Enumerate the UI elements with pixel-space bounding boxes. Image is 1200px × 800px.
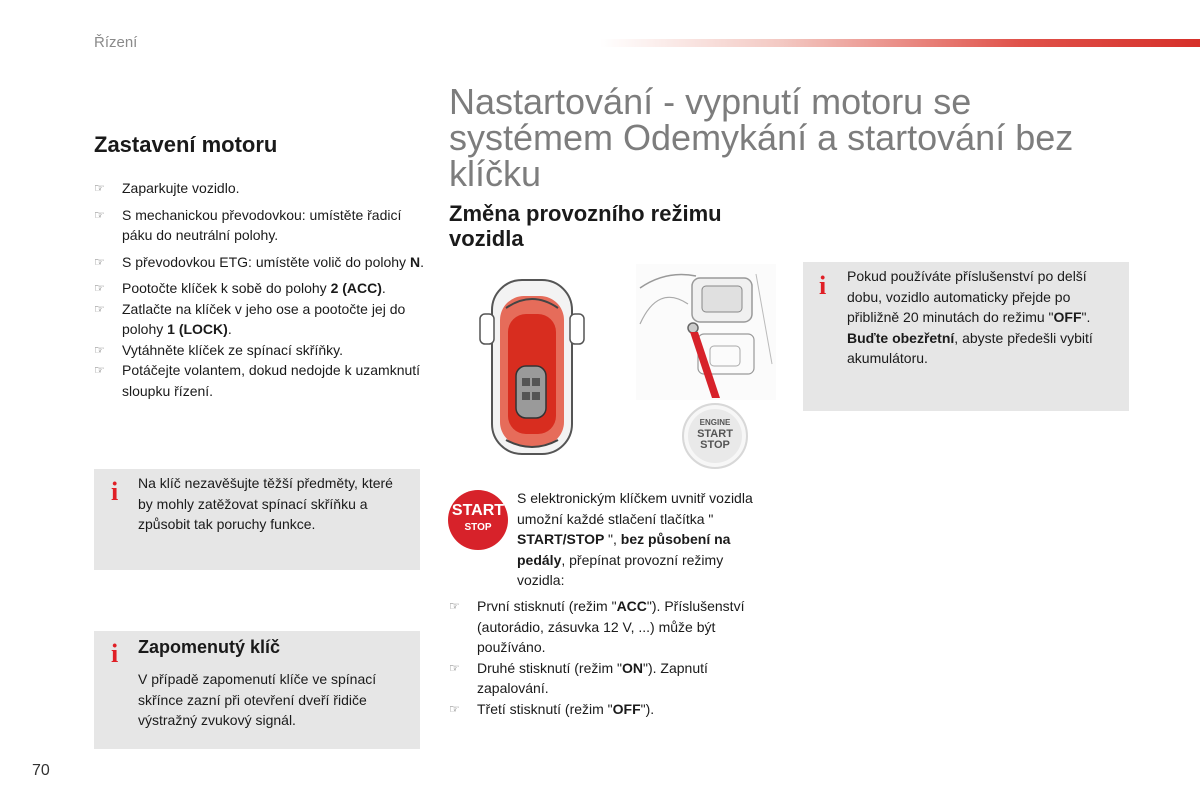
pointing-hand-icon: ☞ <box>94 281 105 295</box>
car-top-view-illustration <box>476 274 588 460</box>
section-heading-stop-engine: Zastavení motoru <box>94 132 278 157</box>
list-item: ☞ Zatlačte na klíček v jeho ose a pootočte jej do polohy 1 (LOCK). <box>94 300 406 337</box>
info-box-key-weight <box>94 469 420 570</box>
info-box-forgotten-key <box>94 631 420 749</box>
pointing-hand-icon: ☞ <box>94 301 105 316</box>
list-item: ☞ S mechanickou převodovkou: umístěte řadicí páku do neutrální polohy. <box>94 206 402 243</box>
engine-start-stop-icon: ENGINE START STOP <box>682 403 748 469</box>
list-item: ☞ Vytáhněte klíček ze spínací skříňky. <box>94 340 424 361</box>
pointing-hand-icon: ☞ <box>94 363 105 377</box>
info-icon: i <box>111 477 119 506</box>
list-item: ☞ Třetí stisknutí (režim "OFF"). <box>449 699 779 720</box>
operating-modes-list <box>449 596 779 719</box>
page-number: 70 <box>32 762 50 779</box>
page-title: Nastartování - vypnutí motoru se systémem Odemykání a startování bez klíčku <box>449 81 1074 194</box>
list-item: ☞ Pootočte klíček k sobě do polohy 2 (ACC). <box>94 278 424 299</box>
pointing-hand-icon: ☞ <box>449 599 460 613</box>
start-stop-button-icon: START STOP <box>448 490 508 550</box>
pointing-hand-icon: ☞ <box>449 660 460 675</box>
list-item: ☞ Potáčejte volantem, dokud nedojde k uzamknutí sloupku řízení. <box>94 362 421 399</box>
section-heading-operating-mode: Změna provozního režimu vozidla <box>449 201 722 251</box>
info-text: V případě zapomenutí klíče ve spínací skřínce zazní při otevření dveří řidiče výstražný zvukový signál. <box>138 671 377 728</box>
pointing-hand-icon: ☞ <box>94 207 105 222</box>
dashboard-illustration <box>636 264 776 400</box>
info-box-accessory-mode <box>803 262 1129 411</box>
list-item: ☞ S převodovkou ETG: umístěte volič do polohy N. <box>94 252 424 273</box>
info-box-title: Zapomenutý klíč <box>138 637 281 657</box>
info-text: Na klíč nezavěšujte těžší předměty, které by mohly zatěžovat spínací skříňku a způsobit tak poruchy funkce. <box>138 475 393 532</box>
pointing-hand-icon: ☞ <box>449 701 460 716</box>
stop-engine-steps <box>94 178 424 401</box>
info-text: Pokud používáte příslušenství po delší dobu, vozidlo automaticky přejde po přibližně 20 minutách do režimu "OFF". Buďte obezřetní, abyste předešli vybití akumulátoru. <box>847 268 1093 366</box>
header-accent-bar <box>600 39 1200 47</box>
info-icon: i <box>111 639 119 668</box>
start-stop-intro: S elektronickým klíčkem uvnitř vozidla umožní každé stlačení tlačítka " START/STOP ", bez působení na pedály, přepínat provozní režimy vozidla: <box>517 490 753 588</box>
pointing-hand-icon: ☞ <box>94 342 105 357</box>
pointing-hand-icon: ☞ <box>94 181 105 195</box>
list-item: ☞ Zaparkujte vozidlo. <box>94 178 424 199</box>
info-icon: i <box>819 271 827 300</box>
pointing-hand-icon: ☞ <box>94 254 105 269</box>
running-header: Řízení <box>94 34 138 51</box>
list-item: ☞ První stisknutí (režim "ACC"). Příslušenství (autorádio, zásuvka 12 V, ...) může být používáno. <box>449 598 745 655</box>
list-item: ☞ Druhé stisknutí (režim "ON"). Zapnutí zapalování. <box>449 659 708 696</box>
